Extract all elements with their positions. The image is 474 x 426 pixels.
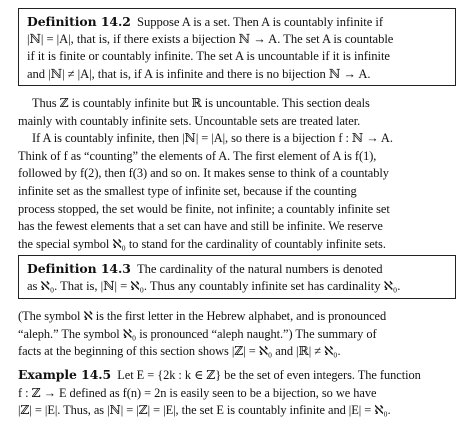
example-14-5: [18, 366, 458, 420]
definition-14-3-box: [18, 255, 456, 299]
definition-14-2-line-3: if it is finite or countably infinite. The set A is uncountable if it is infinite: [27, 49, 390, 64]
definition-14-2-label: Definition 14.2: [27, 14, 131, 29]
definition-14-2-line-4: and |ℕ| ≠ |A|, that is, if A is infinite and there is no bijection ℕ → A.: [27, 66, 371, 81]
example-14-5-line-2: f : ℤ → E defined as f(n) = 2n is easily seen to be a bijection, so we have: [18, 385, 377, 400]
definition-14-2-line-2: |ℕ| = |A|, that is, if there exists a bijection ℕ → A. The set A is countable: [27, 32, 394, 47]
body-line-9: the special symbol ℵ₀ to stand for the cardinality of countably infinite sets.: [18, 236, 386, 251]
body-line-2: mainly with countably infinite sets. Uncountable sets are treated later.: [18, 113, 361, 128]
aleph-note: [18, 308, 458, 361]
body-paragraphs: [18, 95, 458, 253]
aleph-note-line-3: facts at the beginning of this section shows |ℤ| = ℵ₀ and |ℝ| ≠ ℵ₀.: [18, 344, 341, 359]
body-line-6: infinite set as the smallest type of infinite set, because if the counting: [18, 183, 357, 198]
body-line-7: process stopped, the set would be finite, not infinite; a countably infinite set: [18, 201, 390, 216]
example-14-5-line-1: Example 14.5 Let E = {2k : k ∈ ℤ} be the set of even integers. The function: [18, 367, 421, 382]
definition-14-3-line-2: as ℵ₀. That is, |ℕ| = ℵ₀. Thus any countably infinite set has cardinality ℵ₀.: [27, 279, 401, 294]
body-line-3: If A is countably infinite, then |ℕ| = |A|, so there is a bijection f : ℕ → A.: [32, 131, 393, 146]
body-line-5: followed by f(2), then f(3) and so on. It makes sense to think of a countably: [18, 166, 389, 181]
definition-14-3-line-1: Definition 14.3 The cardinality of the natural numbers is denoted: [27, 261, 383, 276]
body-line-4: Think of f as “counting” the elements of A. The first element of A is f(1),: [18, 148, 377, 163]
example-14-5-label: Example 14.5: [18, 367, 112, 382]
definition-14-2-box: [18, 8, 456, 86]
body-line-1: Thus ℤ is countably infinite but ℝ is uncountable. This section deals: [32, 96, 370, 110]
example-14-5-line-3: |ℤ| = |E|. Thus, as |ℕ| = |ℤ| = |E|, the set E is countably infinite and |E| = ℵ₀.: [18, 403, 391, 418]
aleph-note-line-2: “aleph.” The symbol ℵ₀ is pronounced “aleph naught.”) The summary of: [18, 326, 377, 341]
body-line-8: has the fewest elements that a set can have and still be infinite. We reserve: [18, 219, 383, 234]
definition-14-2-line-1: Definition 14.2 Suppose A is a set. Then A is countably infinite if: [27, 14, 383, 29]
aleph-note-line-1: (The symbol ℵ is the first letter in the Hebrew alphabet, and is pronounced: [18, 309, 387, 323]
definition-14-3-label: Definition 14.3: [27, 261, 131, 276]
